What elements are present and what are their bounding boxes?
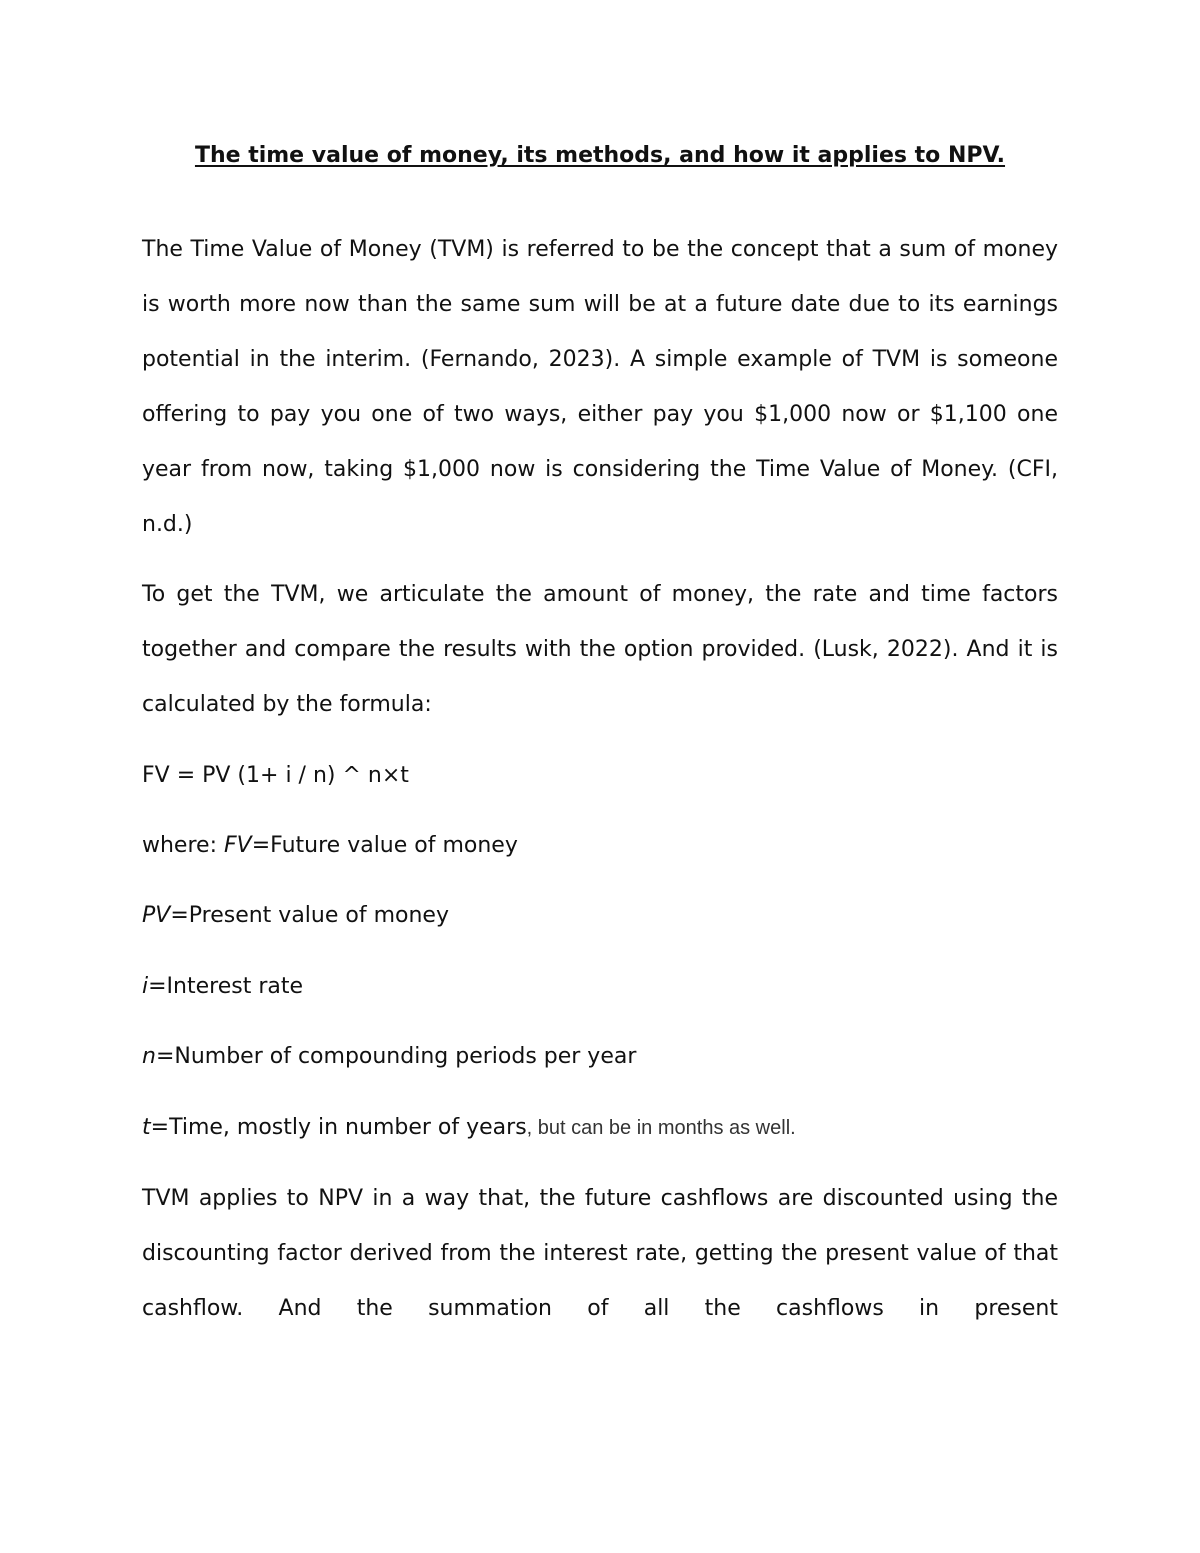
symbol-i: i (142, 974, 149, 999)
definition-t-aside: , but can be in months as well. (526, 1117, 796, 1139)
paragraph-tvm-calculation: To get the TVM, we articulate the amount of money, the rate and time factors together and compare the results with the option provided. (Lusk, 2022). And it is calculated by the formula: (142, 582, 1058, 717)
definition-n (142, 1039, 1058, 1075)
paragraph-tvm-npv: TVM applies to NPV in a way that, the future cashflows are discounted using the discounting factor derived from the interest rate, getting the present value of that cashflow. And the summation of all the cashflows in present (142, 1186, 1058, 1321)
document-title: The time value of money, its methods, and how it applies to NPV. (194, 143, 1006, 168)
definition-pv-text: =Present value of money (170, 903, 449, 928)
definition-i (142, 969, 1058, 1005)
definition-t (142, 1110, 1058, 1146)
symbol-n: n (142, 1044, 156, 1069)
definition-fv (142, 828, 1058, 864)
definition-pv (142, 898, 1058, 934)
symbol-pv: PV (142, 903, 171, 928)
formula-line: FV = PV (1+ i / n) ^ n×t (142, 763, 409, 788)
symbol-t: t (142, 1115, 151, 1140)
definition-fv-text: =Future value of money (251, 833, 518, 858)
definition-i-text: =Interest rate (148, 974, 304, 999)
definition-n-text: =Number of compounding periods per year (155, 1044, 637, 1069)
paragraph-tvm-definition: The Time Value of Money (TVM) is referred to be the concept that a sum of money is worth more now than the same sum will be at a future date due to its earnings potential in the interim. (Fernando, 2023). A simple example of TVM is someone offering to pay you one of two ways, either pay you $1,000 now or $1,100 one year from now, taking $1,000 now is considering the Time Value of Money. (CFI, n.d.) (142, 237, 1058, 537)
where-prefix: where: (142, 833, 224, 858)
symbol-fv: FV (223, 833, 252, 858)
definition-t-text: =Time, mostly in number of years (150, 1115, 527, 1140)
